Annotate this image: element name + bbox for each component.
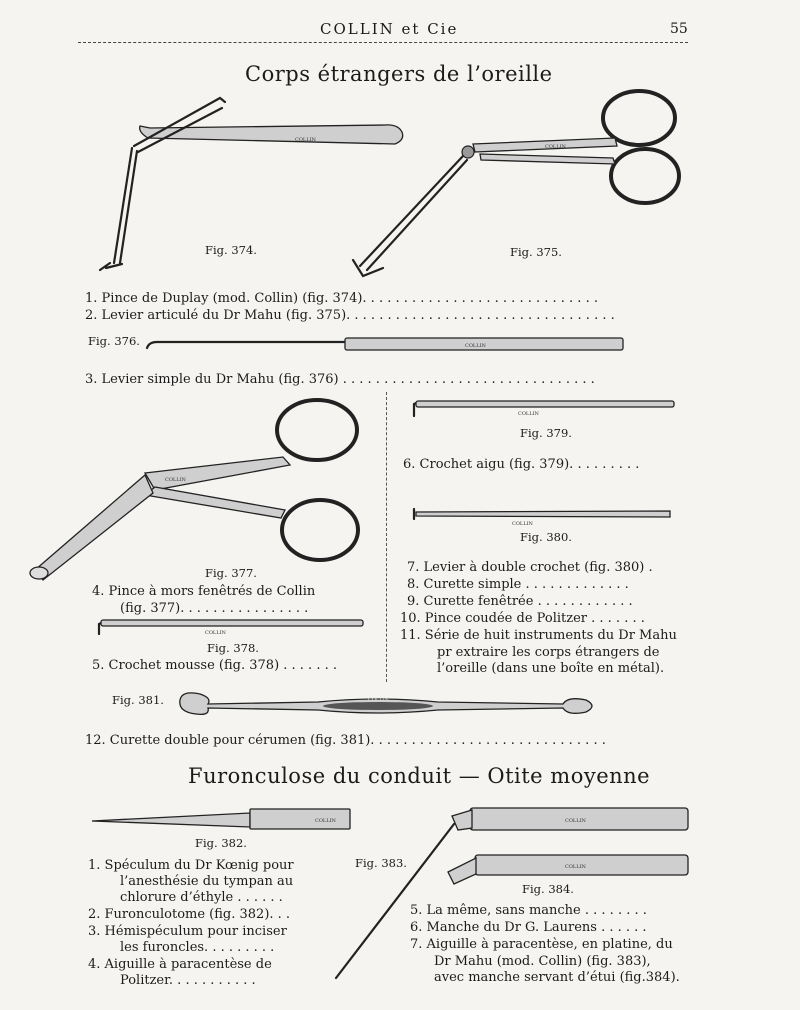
fig-383-label: Fig. 383.	[355, 856, 407, 870]
collin-mark: COLLIN	[512, 521, 533, 527]
double-hook-lever-illustration	[412, 505, 674, 525]
item-s2-7-platinum-needle: 7. Aiguille à paracentèse, en platine, du	[410, 937, 673, 952]
item-s2-3-line2: les furoncles. . . . . . . . .	[120, 940, 275, 955]
item-6-sharp-hook: 6. Crochet aigu (fig. 379). . . . . . . . .	[403, 457, 640, 472]
item-11-mahu-set-line2: pr extraire les corps étrangers de	[437, 645, 660, 660]
sharp-hook-illustration	[410, 398, 678, 418]
item-s2-4-line2: Politzer. . . . . . . . . . .	[120, 973, 256, 988]
item-s2-7-line3: avec manche servant d’étui (fig.384).	[434, 970, 680, 985]
fig-375-label: Fig. 375.	[510, 245, 562, 259]
collin-mark: COLLIN	[465, 343, 486, 349]
item-4-collin-forceps-ref: (fig. 377). . . . . . . . . . . . . . . .	[120, 601, 309, 616]
furunculotome-illustration	[90, 805, 355, 833]
item-s2-3-hemispeculum: 3. Hémispéculum pour inciser	[88, 924, 287, 939]
item-s2-5-same-without-handle: 5. La même, sans manche . . . . . . . .	[410, 903, 647, 918]
header-rule	[78, 42, 688, 43]
page-number: 55	[670, 21, 688, 37]
collin-mark: COLLIN	[165, 477, 186, 483]
fig-380-label: Fig. 380.	[520, 530, 572, 544]
item-2-mahu-lever: 2. Levier articulé du Dr Mahu (fig. 375). . . . . . . . . . . . . . . . . . . . . . . . . . . . . . . . .	[85, 308, 615, 323]
collin-mark: COLLIN	[545, 144, 566, 150]
section-title-corps-etrangers: Corps étrangers de l’oreille	[245, 62, 553, 86]
collin-mark: COLLIN	[518, 411, 539, 417]
item-s2-6-laurens-handle: 6. Manche du Dr G. Laurens . . . . . .	[410, 920, 647, 935]
collin-mark: COLLIN	[295, 137, 316, 143]
item-s2-2-furunculotome: 2. Furonculotome (fig. 382). . .	[88, 907, 291, 922]
fig-382-label: Fig. 382.	[195, 836, 247, 850]
item-s2-1-line2: l’anesthésie du tympan au	[120, 874, 294, 889]
fig-378-label: Fig. 378.	[207, 641, 259, 655]
collin-mark: COLLIN	[565, 818, 586, 824]
collin-mark: COLLIN	[315, 818, 336, 824]
blunt-hook-illustration	[95, 618, 365, 638]
fig-379-label: Fig. 379.	[520, 426, 572, 440]
item-5-blunt-hook: 5. Crochet mousse (fig. 378) . . . . . . .	[92, 658, 337, 673]
section-title-furonculose: Furonculose du conduit — Otite moyenne	[188, 764, 651, 788]
item-11-mahu-set-line3: l’oreille (dans une boîte en métal).	[437, 661, 665, 676]
item-10-politzer-forceps: 10. Pince coudée de Politzer . . . . . . .	[400, 611, 645, 626]
simple-lever-illustration	[145, 336, 630, 356]
fig-377-label: Fig. 377.	[205, 566, 257, 580]
collin-mark: COLLIN	[565, 864, 586, 870]
item-s2-1-line3: chlorure d’éthyle . . . . . .	[120, 890, 283, 905]
item-9-windowed-curette: 9. Curette fenêtrée . . . . . . . . . . . .	[407, 594, 633, 609]
item-11-mahu-set: 11. Série de huit instruments du Dr Mahu	[400, 628, 677, 643]
column-divider	[386, 392, 387, 682]
item-1-duplay: 1. Pince de Duplay (mod. Collin) (fig. 374). . . . . . . . . . . . . . . . . . . . . . . . . . . . .	[85, 291, 598, 306]
fig-376-label: Fig. 376.	[88, 334, 140, 348]
item-7-double-hook: 7. Levier à double crochet (fig. 380) .	[407, 560, 653, 575]
fig-384-label: Fig. 384.	[522, 882, 574, 896]
fig-381-label: Fig. 381.	[112, 693, 164, 707]
item-s2-4-politzer-needle: 4. Aiguille à paracentèse de	[88, 957, 272, 972]
item-s2-7-line2: Dr Mahu (mod. Collin) (fig. 383),	[434, 954, 651, 969]
item-3-simple-lever: 3. Levier simple du Dr Mahu (fig. 376) . . . . . . . . . . . . . . . . . . . . . . . . . . . . . . .	[85, 372, 595, 387]
item-8-simple-curette: 8. Curette simple . . . . . . . . . . . . .	[407, 577, 629, 592]
collin-windowed-forceps-illustration	[15, 395, 375, 595]
fig-374-label: Fig. 374.	[205, 243, 257, 257]
collin-mark: COLLIN	[205, 630, 226, 636]
double-cerumen-curette-illustration	[178, 688, 603, 722]
collin-mark: COLLIN	[368, 697, 389, 703]
item-s2-1-koenig-speculum: 1. Spéculum du Dr Kœnig pour	[88, 858, 294, 873]
item-12-cerumen-curette: 12. Curette double pour cérumen (fig. 381). . . . . . . . . . . . . . . . . . . . . . . . . . . . .	[85, 733, 606, 748]
running-title: COLLIN et Cie	[320, 20, 459, 38]
item-4-collin-forceps: 4. Pince à mors fenêtrés de Collin	[92, 584, 316, 599]
